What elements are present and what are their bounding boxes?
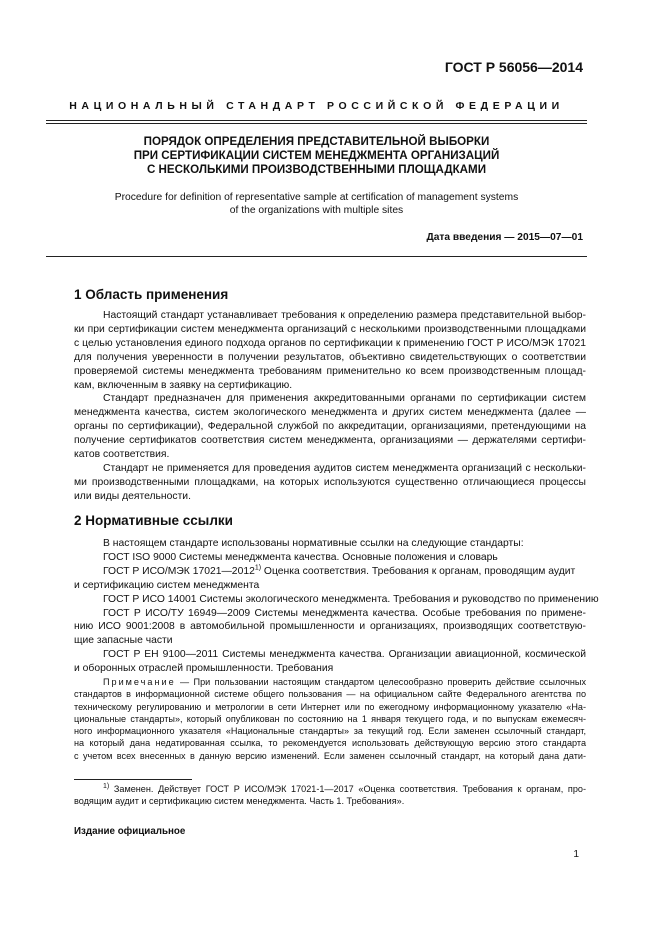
note-line: с учетом всех внесенных в данную версию изменений. Если заменен ссылочный стандарт, на который дана дати- bbox=[74, 750, 586, 761]
text-line: с целью установления единого подхода органов по сертификации к применению ГОСТ Р ИСО/МЭК 17021 bbox=[74, 337, 586, 349]
page-number: 1 bbox=[573, 849, 579, 860]
footnote-text: Заменен. Действует ГОСТ Р ИСО/МЭК 17021-1—2017 «Оценка соответствия. Требования к органам, про- bbox=[109, 784, 586, 794]
title-en-line: Procedure for definition of representative sample at certification of management systems bbox=[114, 192, 519, 203]
reference-gost-r-en-9100: ГОСТ Р ЕН 9100—2011 Системы менеджмента качества. Организации авиационной, космической bbox=[103, 649, 586, 661]
reference-gost-r-iso-iec-17021 bbox=[74, 565, 586, 579]
note-block bbox=[74, 676, 586, 762]
note-line bbox=[74, 676, 586, 688]
text-line: Стандарт не применяется для проведения аудитов систем менеджмента организаций с нескольки- bbox=[103, 462, 586, 474]
section-1-body bbox=[74, 309, 586, 504]
text-line: менеджмента качества, систем экологического менеджмента и других систем менеджмента (далее — bbox=[74, 407, 586, 419]
text-line: нию ИСО 9001:2008 в автомобильной промышленности и организациях, производящих соответствую- bbox=[74, 621, 586, 633]
text-line: или виды деятельности. bbox=[74, 490, 191, 502]
note-text: — При пользовании настоящим стандартом целесообразно проверить действие ссылочных bbox=[175, 677, 586, 687]
title-line: ПОРЯДОК ОПРЕДЕЛЕНИЯ ПРЕДСТАВИТЕЛЬНОЙ ВЫБОРКИ bbox=[143, 135, 490, 148]
note-line: техническому регулированию и метрологии в сети Интернет или по ежегодному информационному указателю «На- bbox=[74, 701, 586, 712]
text-line: ми производственными площадками, на которых используются существенно отличающиеся процессы bbox=[74, 476, 586, 488]
reference-gost-iso-9000: ГОСТ ISO 9000 Системы менеджмента качества. Основные положения и словарь bbox=[103, 551, 498, 563]
text-line: проверяемой системы менеджмента требованиям применительно ко всем производственным площад- bbox=[74, 365, 586, 377]
note-line: стандартов в информационной системе общего пользования — на официальном сайте Федерального агентства по bbox=[74, 689, 586, 700]
reference-code: ГОСТ Р ИСО/МЭК 17021—2012 bbox=[103, 565, 255, 577]
note-line: на который дана недатированная ссылка, то рекомендуется использовать действующую версию этого стандарта bbox=[74, 738, 586, 749]
footnote-mark: 1) bbox=[103, 782, 110, 790]
text-line: В настоящем стандарте использованы нормативные ссылки на следующие стандарты: bbox=[103, 538, 524, 549]
footnote-divider bbox=[74, 779, 192, 780]
title-russian bbox=[46, 135, 587, 177]
note-label: Примечание bbox=[103, 677, 176, 687]
footnote-line: водящим аудит и сертификацию систем менеджмента. Часть 1. Требования». bbox=[74, 796, 405, 807]
text-line: и оборонных отраслей промышленности. Требования bbox=[74, 663, 334, 675]
footnote-marker: 1) bbox=[254, 564, 262, 572]
section-2-heading: 2 Нормативные ссылки bbox=[74, 513, 233, 528]
text-line: Настоящий стандарт устанавливает требования к определению размера представительной выбор- bbox=[103, 310, 586, 321]
title-english bbox=[46, 191, 587, 217]
text-line: кам, включенным в заявку на сертификацию. bbox=[74, 379, 293, 391]
text-line: для получения уверенности в получении результатов, объективно свидетельствующих о соответствии bbox=[74, 351, 586, 363]
footnote bbox=[74, 783, 586, 808]
text-line: получение сертификатов соответствия систем менеджмента, организациями — держателями сертифи- bbox=[74, 435, 586, 447]
introduction-date: Дата введения — 2015—07—01 bbox=[426, 232, 583, 243]
national-standard-banner: НАЦИОНАЛЬНЫЙ СТАНДАРТ РОССИЙСКОЙ ФЕДЕРАЦИИ bbox=[69, 100, 564, 112]
title-en-line: of the organizations with multiple sites bbox=[229, 205, 404, 216]
title-line: ПРИ СЕРТИФИКАЦИИ СИСТЕМ МЕНЕДЖМЕНТА ОРГАНИЗАЦИЙ bbox=[133, 149, 500, 162]
text-line: органы по сертификации), Федеральной службой по аккредитации, организациями, претендующими на bbox=[74, 421, 586, 433]
text-line: щие запасные части bbox=[74, 635, 173, 647]
document-code: ГОСТ Р 56056—2014 bbox=[444, 59, 583, 75]
header-divider-top bbox=[46, 120, 587, 121]
official-edition-label: Издание официальное bbox=[74, 826, 186, 837]
text-line: катов соответствия. bbox=[74, 449, 170, 461]
text-line: Стандарт предназначен для применения аккредитованными органами по сертификации систем bbox=[103, 393, 586, 405]
reference-gost-r-iso-14001: ГОСТ Р ИСО 14001 Системы экологического менеджмента. Требования и руководство по применению bbox=[103, 593, 599, 605]
section-2-body bbox=[74, 537, 599, 676]
section-1-heading: 1 Область применения bbox=[74, 287, 229, 302]
title-line: С НЕСКОЛЬКИМИ ПРОИЗВОДСТВЕННЫМИ ПЛОЩАДКАМИ bbox=[146, 163, 487, 176]
note-line: циональные стандарты», который опубликован по состоянию на 1 января текущего года, и по выпускам ежемесяч- bbox=[74, 713, 586, 724]
header-divider-bottom bbox=[46, 123, 587, 124]
footnote-line bbox=[74, 783, 586, 795]
date-divider bbox=[46, 256, 587, 257]
text-line: и сертификацию систем менеджмента bbox=[74, 579, 260, 591]
note-line: ного информационного указателя «Национальные стандарты» за текущий год. Если заменен ссылочный стандарт, bbox=[74, 726, 586, 737]
reference-gost-r-iso-ts-16949: ГОСТ Р ИСО/ТУ 16949—2009 Системы менеджмента качества. Особые требования по примене- bbox=[103, 607, 586, 619]
reference-title: Оценка соответствия. Требования к органам, проводящим аудит bbox=[261, 565, 576, 577]
text-line: ки при сертификации систем менеджмента организаций с несколькими производственными площадками bbox=[74, 323, 586, 335]
